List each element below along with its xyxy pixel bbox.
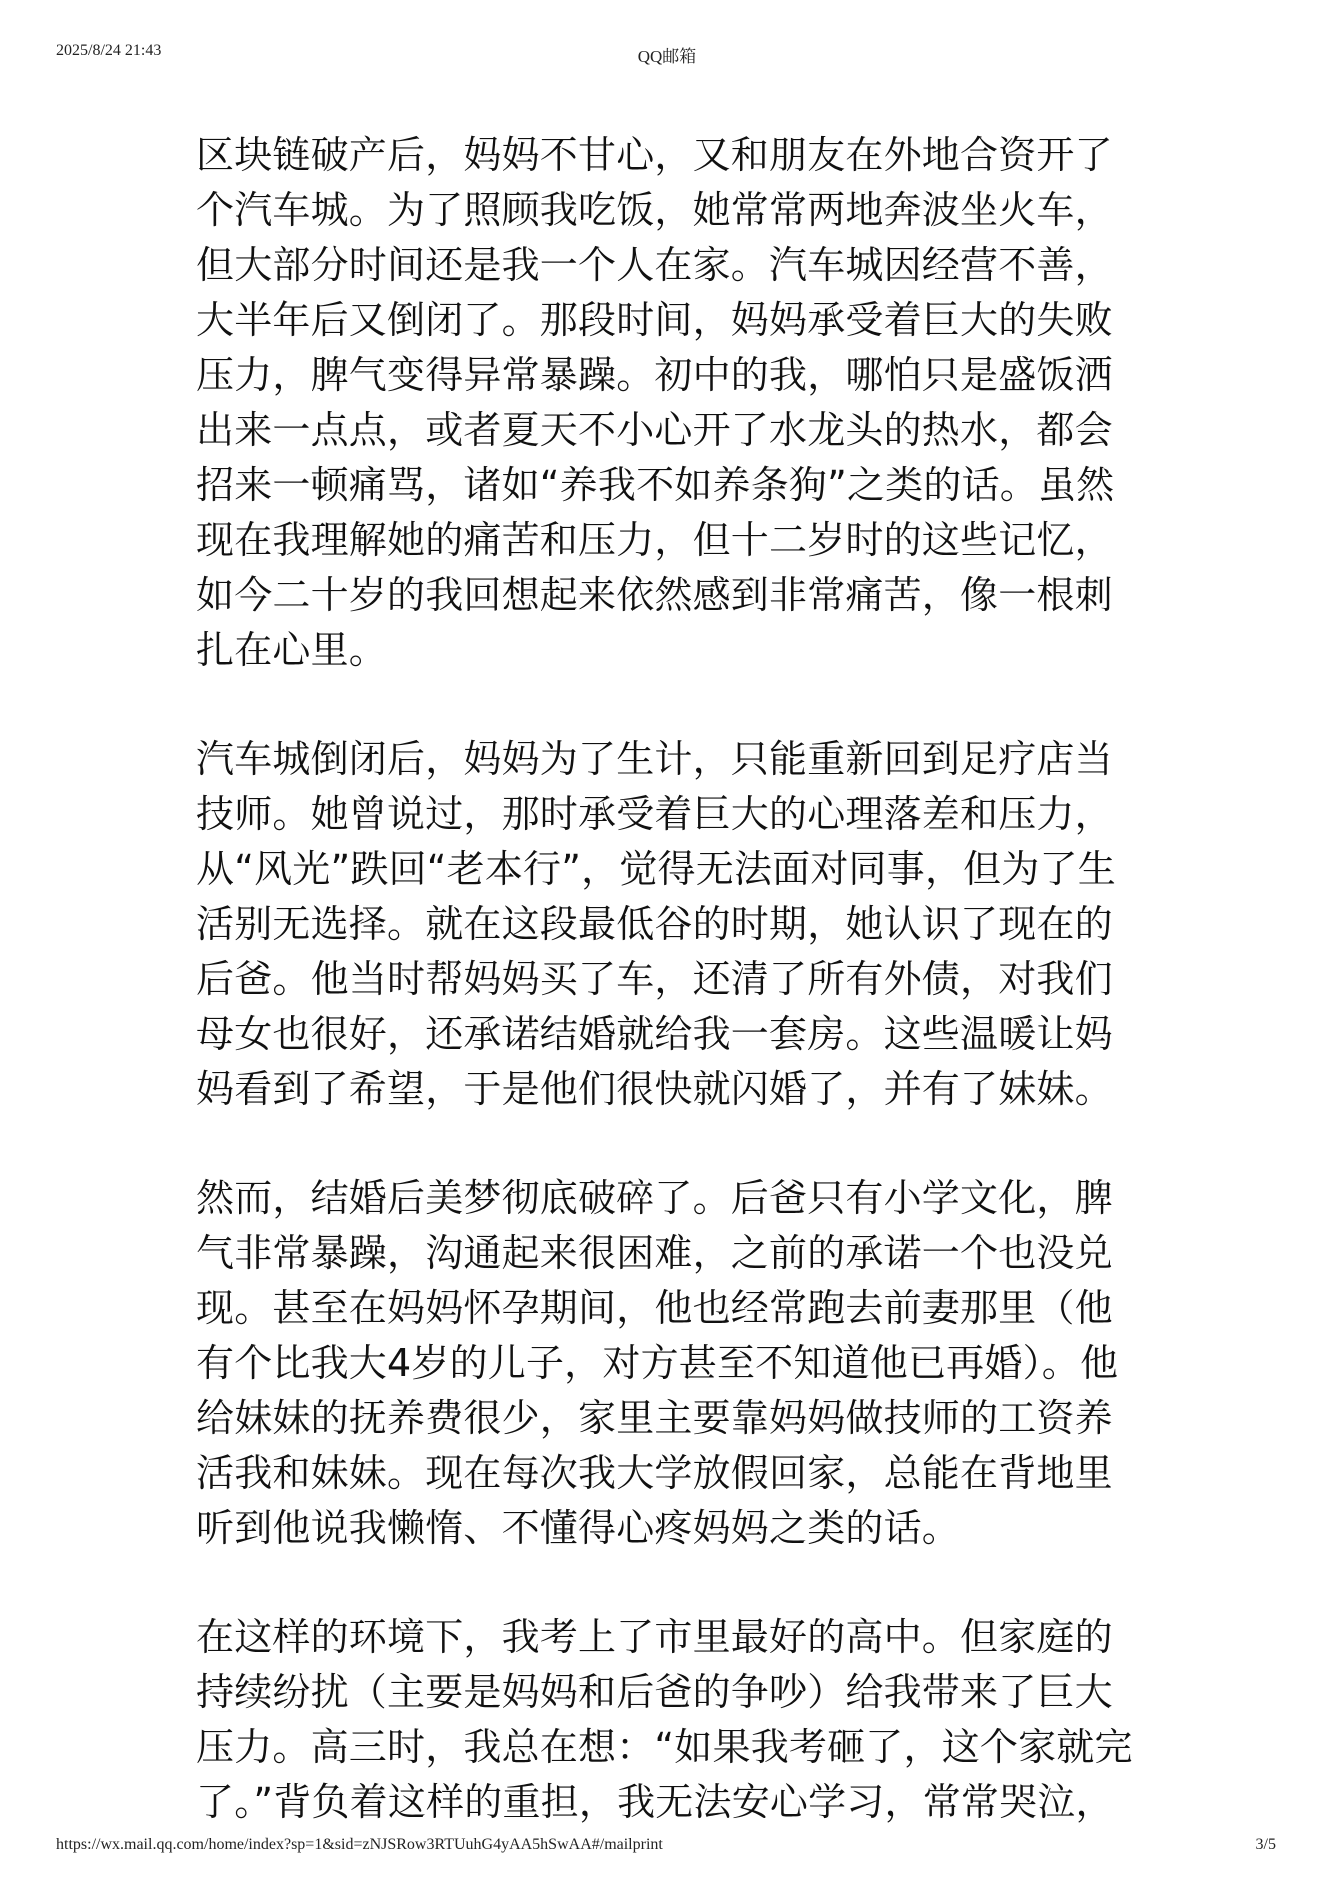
paragraph-3 bbox=[196, 1171, 1136, 1556]
text-line: 压力。高三时，我总在想：“如果我考砸了，这个家就完 bbox=[196, 1725, 1133, 1769]
page-title: QQ邮箱 bbox=[637, 47, 697, 66]
text-line: 后爸。他当时帮妈妈买了车，还清了所有外债，对我们 bbox=[196, 957, 1113, 1001]
text-line: 个汽车城。为了照顾我吃饭，她常常两地奔波坐火车， bbox=[196, 188, 1113, 232]
text-line: 活我和妹妹。现在每次我大学放假回家，总能在背地里 bbox=[196, 1451, 1113, 1495]
paragraph-1 bbox=[196, 128, 1136, 678]
page-url: https://wx.mail.qq.com/home/index?sp=1&sid=zNJSRow3RTUuhG4yAA5hSwAA#/mailprint bbox=[56, 1836, 663, 1853]
text-line: 妈看到了希望，于是他们很快就闪婚了，并有了妹妹。 bbox=[196, 1067, 1113, 1111]
text-line: 了。”背负着这样的重担，我无法安心学习，常常哭泣， bbox=[196, 1780, 1114, 1824]
text-line: 出来一点点，或者夏天不小心开了水龙头的热水，都会 bbox=[196, 408, 1113, 452]
paragraph-2 bbox=[196, 732, 1136, 1117]
text-line: 但大部分时间还是我一个人在家。汽车城因经营不善， bbox=[196, 243, 1113, 287]
text-line: 有个比我大4岁的儿子，对方甚至不知道他已再婚）。他 bbox=[196, 1341, 1119, 1385]
text-line: 招来一顿痛骂，诸如“养我不如养条狗”之类的话。虽然 bbox=[196, 463, 1115, 507]
text-line: 现。甚至在妈妈怀孕期间，他也经常跑去前妻那里（他 bbox=[196, 1286, 1113, 1330]
text-line: 汽车城倒闭后，妈妈为了生计，只能重新回到足疗店当 bbox=[196, 737, 1113, 781]
text-line: 然而，结婚后美梦彻底破碎了。后爸只有小学文化，脾 bbox=[196, 1176, 1113, 1220]
text-line: 区块链破产后，妈妈不甘心，又和朋友在外地合资开了 bbox=[196, 133, 1113, 177]
paragraph-4 bbox=[196, 1610, 1136, 1830]
text-line: 持续纷扰（主要是妈妈和后爸的争吵）给我带来了巨大 bbox=[196, 1670, 1113, 1714]
text-line: 现在我理解她的痛苦和压力，但十二岁时的这些记忆， bbox=[196, 518, 1113, 562]
text-line: 给妹妹的抚养费很少，家里主要靠妈妈做技师的工资养 bbox=[196, 1396, 1113, 1440]
text-line: 气非常暴躁，沟通起来很困难，之前的承诺一个也没兑 bbox=[196, 1231, 1113, 1275]
text-line: 听到他说我懒惰、不懂得心疼妈妈之类的话。 bbox=[196, 1506, 961, 1550]
text-line: 压力，脾气变得异常暴躁。初中的我，哪怕只是盛饭洒 bbox=[196, 353, 1113, 397]
text-line: 母女也很好，还承诺结婚就给我一套房。这些温暖让妈 bbox=[196, 1012, 1113, 1056]
print-datetime: 2025/8/24 21:43 bbox=[56, 42, 162, 59]
text-line: 技师。她曾说过，那时承受着巨大的心理落差和压力， bbox=[196, 792, 1113, 836]
text-line: 扎在心里。 bbox=[196, 628, 388, 672]
page-number: 3/5 bbox=[1255, 1836, 1276, 1853]
text-line: 在这样的环境下，我考上了市里最好的高中。但家庭的 bbox=[196, 1615, 1113, 1659]
text-line: 大半年后又倒闭了。那段时间，妈妈承受着巨大的失败 bbox=[196, 298, 1113, 342]
text-line: 如今二十岁的我回想起来依然感到非常痛苦，像一根刺 bbox=[196, 573, 1113, 617]
email-body bbox=[196, 128, 1136, 1884]
text-line: 从“风光”跌回“老本行”，觉得无法面对同事，但为了生 bbox=[196, 847, 1116, 891]
text-line: 活别无选择。就在这段最低谷的时期，她认识了现在的 bbox=[196, 902, 1113, 946]
